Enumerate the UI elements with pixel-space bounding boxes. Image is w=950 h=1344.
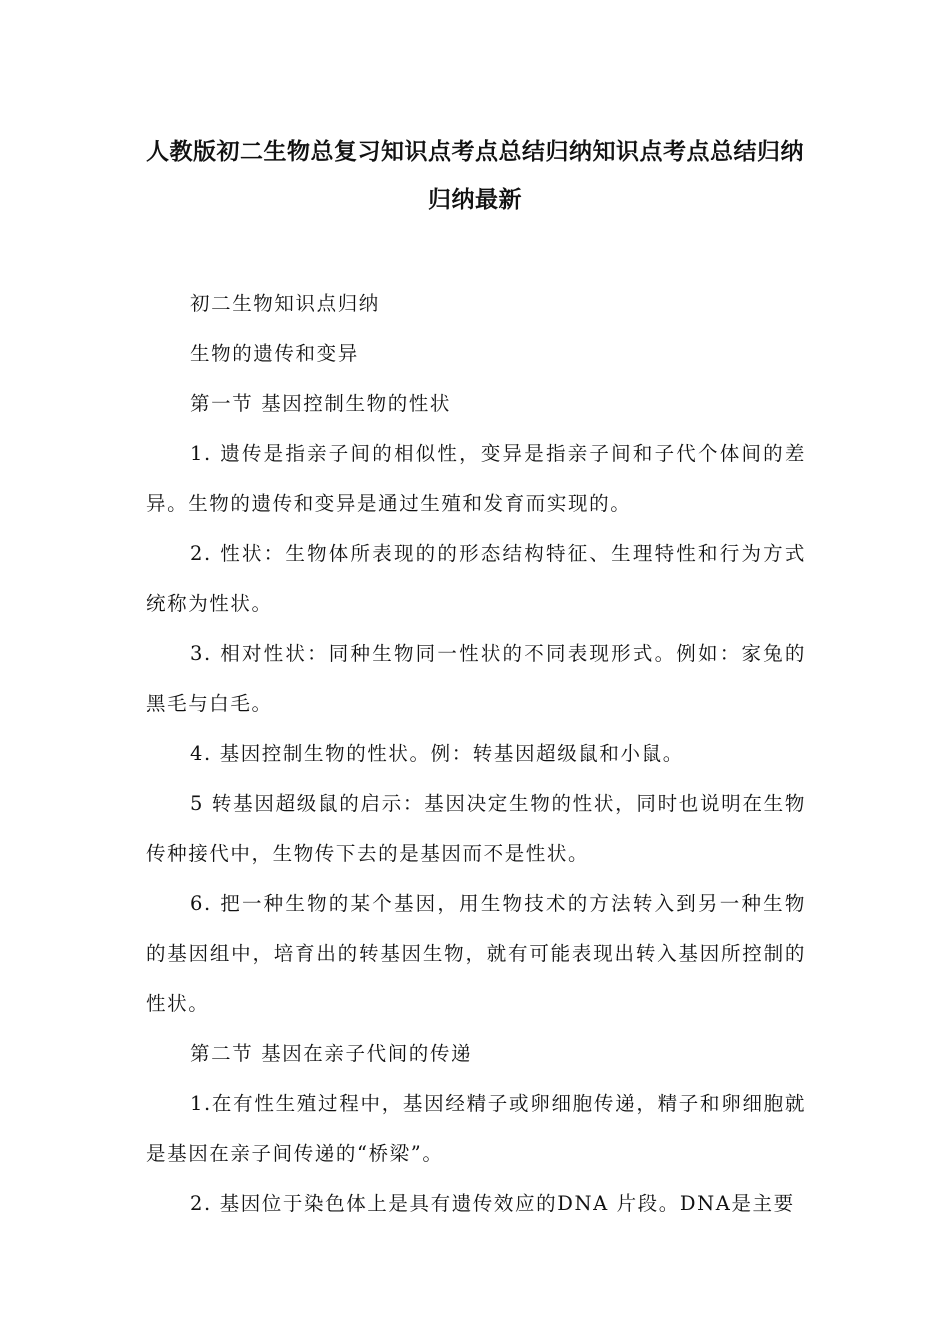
paragraph: 1.在有性生殖过程中，基因经精子或卵细胞传递，精子和卵细胞就是基因在亲子间传递的“桥梁”。	[146, 1092, 806, 1165]
heading-section-1: 第一节 基因控制生物的性状	[190, 392, 451, 415]
paragraph: 2. 基因位于染色体上是具有遗传效应的DNA 片段。DNA是主要	[190, 1192, 795, 1215]
paragraph: 5 转基因超级鼠的启示：基因决定生物的性状，同时也说明在生物传种接代中，生物传下去的是基因而不是性状。	[146, 792, 806, 865]
paragraph: 6. 把一种生物的某个基因，用生物技术的方法转入到另一种生物的基因组中，培育出的转基因生物，就有可能表现出转入基因所控制的性状。	[146, 892, 806, 1015]
heading-section-2: 第二节 基因在亲子代间的传递	[190, 1042, 473, 1065]
paragraph: 2. 性状：生物体所表现的的形态结构特征、生理特性和行为方式统称为性状。	[146, 542, 806, 615]
paragraph: 4. 基因控制生物的性状。例：转基因超级鼠和小鼠。	[190, 742, 684, 765]
heading-chapter: 生物的遗传和变异	[190, 342, 359, 365]
heading-notes: 初二生物知识点归纳	[190, 292, 380, 315]
document-title: 人教版初二生物总复习知识点考点总结归纳知识点考点总结归纳归纳最新	[146, 139, 804, 213]
document-body	[146, 279, 806, 1229]
paragraph: 1. 遗传是指亲子间的相似性，变异是指亲子间和子代个体间的差异。生物的遗传和变异是通过生殖和发育而实现的。	[146, 442, 806, 515]
paragraph: 3. 相对性状：同种生物同一性状的不同表现形式。例如：家兔的黑毛与白毛。	[146, 642, 806, 715]
